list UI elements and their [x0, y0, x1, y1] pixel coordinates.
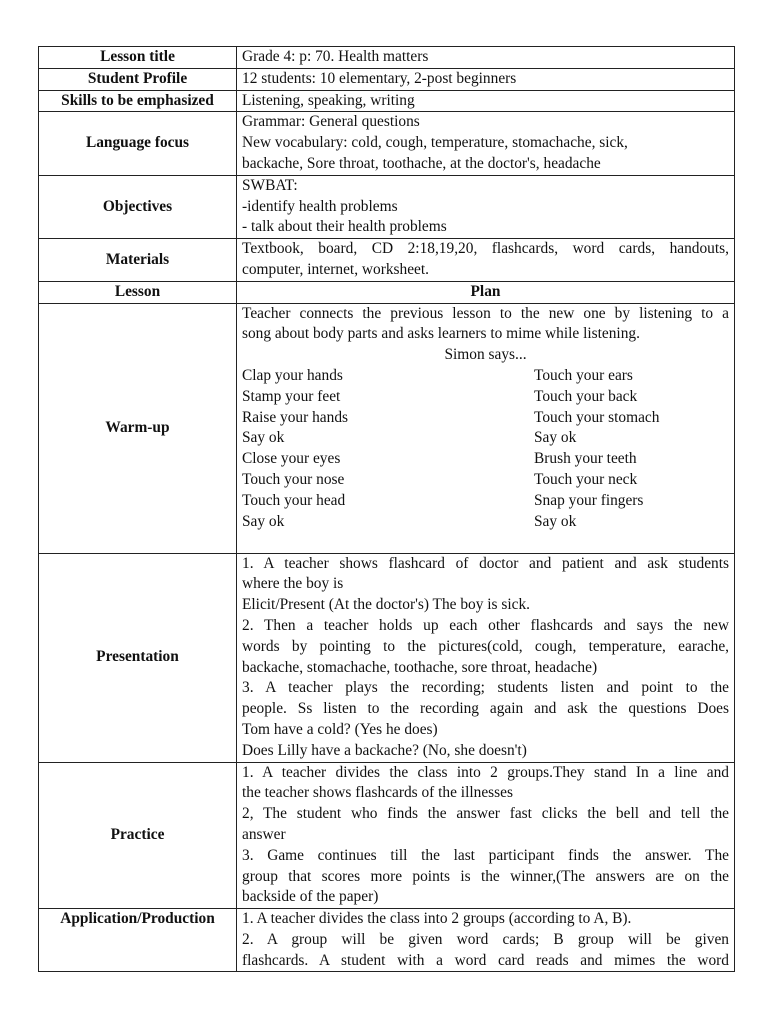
text-line: Does Lilly have a backache? (No, she doesn't)	[242, 741, 527, 759]
command-pair	[242, 428, 729, 449]
text-line: where the boy is	[242, 575, 344, 593]
text-line: 1. A teacher divides the class into 2 groups (according to A, B).	[242, 910, 632, 928]
label-materials: Materials	[39, 239, 237, 282]
text-line: song about body parts and asks learners to mime while listening.	[242, 325, 640, 343]
text-line: Teacher connects the previous lesson to the new one by listening to a	[242, 304, 729, 322]
text-line: New vocabulary: cold, cough, temperature, stomachache, sick,	[242, 134, 628, 152]
text-line: 1. A teacher shows flashcard of doctor and patient and ask students	[242, 554, 729, 572]
value-application	[237, 909, 735, 972]
command-left: Raise your hands	[242, 408, 349, 426]
text-line: Elicit/Present (At the doctor's) The boy is sick.	[242, 596, 531, 614]
command-right: Touch your stomach	[534, 408, 660, 426]
command-pair	[242, 366, 729, 387]
command-left: Clap your hands	[242, 366, 343, 384]
command-pair	[242, 491, 729, 512]
text-line: Tom have a cold? (Yes he does)	[242, 720, 438, 738]
command-right: Touch your back	[534, 387, 638, 405]
row-application	[39, 909, 735, 972]
header-lesson: Lesson	[39, 281, 237, 303]
row-skills	[39, 90, 735, 112]
row-lesson-title	[39, 47, 735, 69]
text-line: backache, Sore throat, toothache, at the doctor's, headache	[242, 154, 601, 172]
text-line: the teacher shows flashcards of the illnesses	[242, 784, 513, 802]
text-line: people. Ss listen to the recording again and ask the questions Does	[242, 700, 729, 718]
command-right: Say ok	[534, 429, 577, 447]
value-language-focus	[237, 112, 735, 175]
text-line: group that scores more points is the winner,(The answers are on the	[242, 867, 729, 885]
header-plan: Plan	[237, 281, 735, 303]
command-pair	[242, 470, 729, 491]
value-practice	[237, 762, 735, 909]
text-line: 3. A teacher plays the recording; students listen and point to the	[242, 679, 729, 697]
text-line: words by pointing to the pictures(cold, cough, temperature, earache,	[242, 637, 729, 655]
command-right: Touch your neck	[534, 470, 638, 488]
text-line: flashcards. A student with a word card reads and mimes the word	[242, 951, 729, 969]
label-application: Application/Production	[39, 909, 237, 972]
text-line: Textbook, board, CD 2:18,19,20, flashcards, word cards, handouts,	[242, 240, 729, 258]
command-left: Close your eyes	[242, 450, 341, 468]
lesson-plan-table	[38, 46, 735, 972]
value-student-profile: 12 students: 10 elementary, 2-post beginners	[237, 68, 735, 90]
application-text	[242, 909, 729, 971]
label-language-focus: Language focus	[39, 112, 237, 175]
row-practice	[39, 762, 735, 909]
command-pair	[242, 449, 729, 470]
text-line: backside of the paper)	[242, 888, 379, 906]
label-objectives: Objectives	[39, 175, 237, 238]
command-pair	[242, 408, 729, 429]
text-line: - talk about their health problems	[242, 218, 447, 236]
text-line: 2. Then a teacher holds up each other flashcards and says the new	[242, 616, 729, 634]
value-skills: Listening, speaking, writing	[237, 90, 735, 112]
value-presentation	[237, 553, 735, 762]
row-presentation	[39, 553, 735, 762]
game-title: Simon says...	[444, 346, 527, 364]
command-left: Stamp your feet	[242, 387, 341, 405]
label-practice: Practice	[39, 762, 237, 909]
row-materials	[39, 239, 735, 282]
row-student-profile	[39, 68, 735, 90]
command-right: Say ok	[534, 512, 577, 530]
label-lesson-title: Lesson title	[39, 47, 237, 69]
text-line: 3. Game continues till the last participant finds the answer. The	[242, 846, 729, 864]
command-right: Snap your fingers	[534, 491, 644, 509]
command-pair	[242, 387, 729, 408]
value-lesson-title: Grade 4: p: 70. Health matters	[237, 47, 735, 69]
label-warmup: Warm-up	[39, 303, 237, 553]
text-line: SWBAT:	[242, 176, 298, 194]
text-line: computer, internet, worksheet.	[242, 260, 430, 278]
label-student-profile: Student Profile	[39, 68, 237, 90]
value-objectives	[237, 175, 735, 238]
label-presentation: Presentation	[39, 553, 237, 762]
row-header	[39, 281, 735, 303]
text-line: 1. A teacher divides the class into 2 groups.They stand In a line and	[242, 763, 729, 781]
value-materials	[237, 239, 735, 282]
row-language-focus	[39, 112, 735, 175]
command-left: Say ok	[242, 429, 285, 447]
command-pair	[242, 512, 729, 533]
label-skills: Skills to be emphasized	[39, 90, 237, 112]
text-line: 2. A group will be given word cards; B group will be given	[242, 930, 729, 948]
row-warmup	[39, 303, 735, 553]
value-warmup	[237, 303, 735, 553]
text-line: -identify health problems	[242, 197, 398, 215]
command-left: Touch your head	[242, 491, 346, 509]
text-line: 2, The student who finds the answer fast clicks the bell and tell the	[242, 805, 729, 823]
command-left: Say ok	[242, 512, 285, 530]
command-right: Touch your ears	[534, 366, 633, 384]
text-line: answer	[242, 825, 286, 843]
text-line: backache, stomachache, toothache, sore throat, headache)	[242, 658, 598, 676]
command-left: Touch your nose	[242, 470, 345, 488]
command-right: Brush your teeth	[534, 450, 637, 468]
text-line: Grammar: General questions	[242, 113, 420, 131]
row-objectives	[39, 175, 735, 238]
